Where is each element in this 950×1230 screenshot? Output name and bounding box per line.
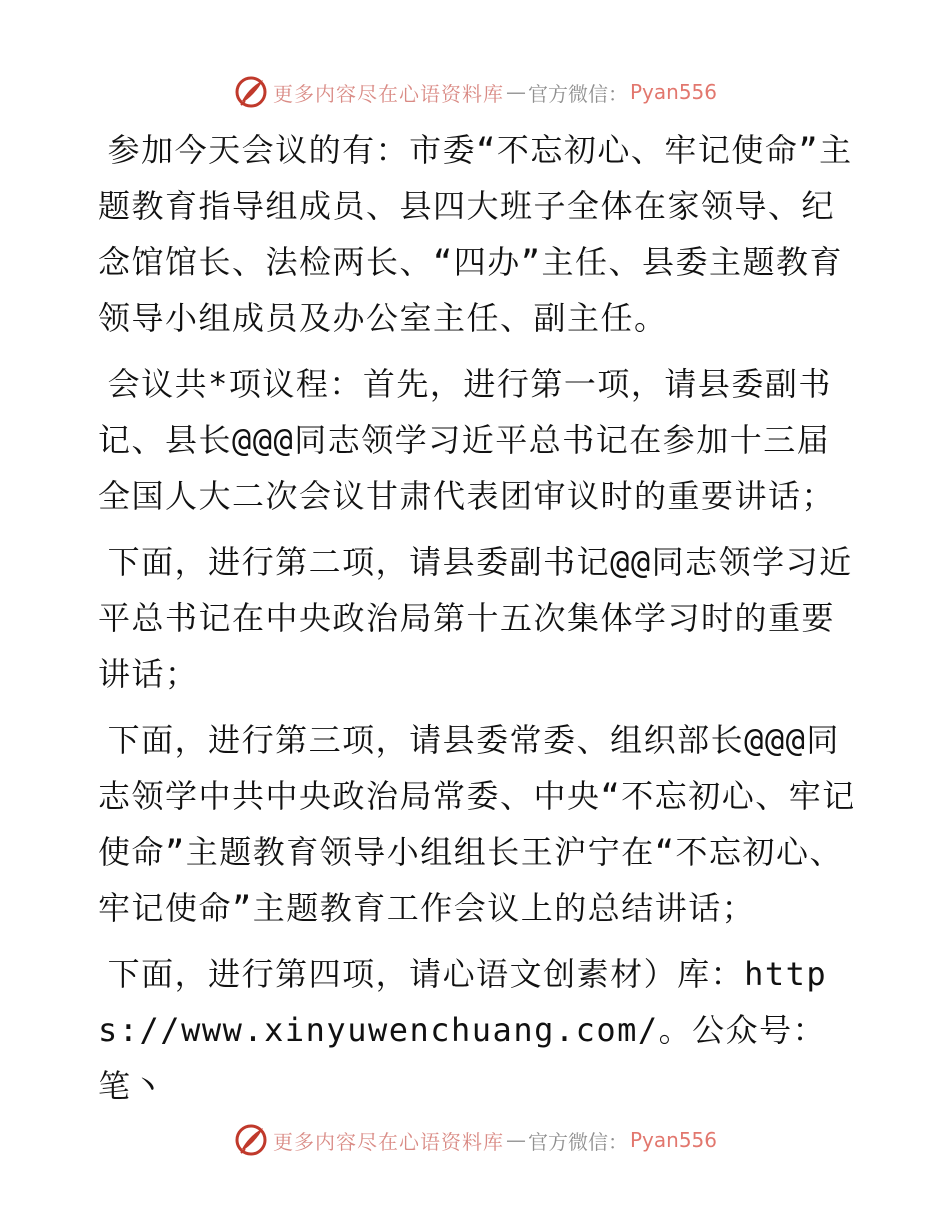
paragraph-agenda-item-3: 下面，进行第三项，请县委常委、组织部长@@@同志领学中共中央政治局常委、中央“不忘初心、牢记使命”主题教育领导小组组长王沪宁在“不忘初心、牢记使命”主题教育工作会议上的总结讲话； bbox=[98, 721, 856, 927]
watermark-banner-bottom bbox=[0, 1120, 950, 1160]
paragraph-attendees: 参加今天会议的有：市委“不忘初心、牢记使命”主题教育指导组成员、县四大班子全体在家领导、纪念馆馆长、法检两长、“四办”主任、县委主题教育领导小组成员及办公室主任、副主任。 bbox=[98, 131, 853, 337]
watermark-sub-text: 官方微信： bbox=[527, 81, 628, 106]
paragraph-agenda-item-1: 会议共*项议程：首先，进行第一项，请县委副书记、县长@@@同志领学习近平总书记在参加十三届全国人大二次会议甘肃代表团审议时的重要讲话； bbox=[98, 365, 836, 515]
paragraph-agenda-item-2: 下面，进行第二项，请县委副书记@@同志领学习近平总书记在中央政治局第十五次集体学习时的重要讲话； bbox=[98, 543, 853, 693]
watermark-separator: — bbox=[505, 1128, 526, 1152]
quill-logo-icon bbox=[233, 1122, 269, 1158]
watermark-main-text: 更多内容尽在心语资料库 bbox=[272, 1129, 504, 1154]
document-body bbox=[98, 122, 858, 1124]
paragraph-agenda-item-4: 下面，进行第四项，请心语文创素材）库：https://www.xinyuwenchuang.com/。公众号：笔丶 bbox=[98, 955, 828, 1105]
watermark-banner-top bbox=[0, 72, 950, 112]
watermark-wechat-id: Pyan556 bbox=[629, 1128, 717, 1152]
quill-logo-icon bbox=[233, 74, 269, 110]
watermark-separator: — bbox=[505, 80, 526, 104]
watermark-wechat-id: Pyan556 bbox=[629, 80, 717, 104]
watermark-main-text: 更多内容尽在心语资料库 bbox=[272, 81, 504, 106]
watermark-sub-text: 官方微信： bbox=[527, 1129, 628, 1154]
